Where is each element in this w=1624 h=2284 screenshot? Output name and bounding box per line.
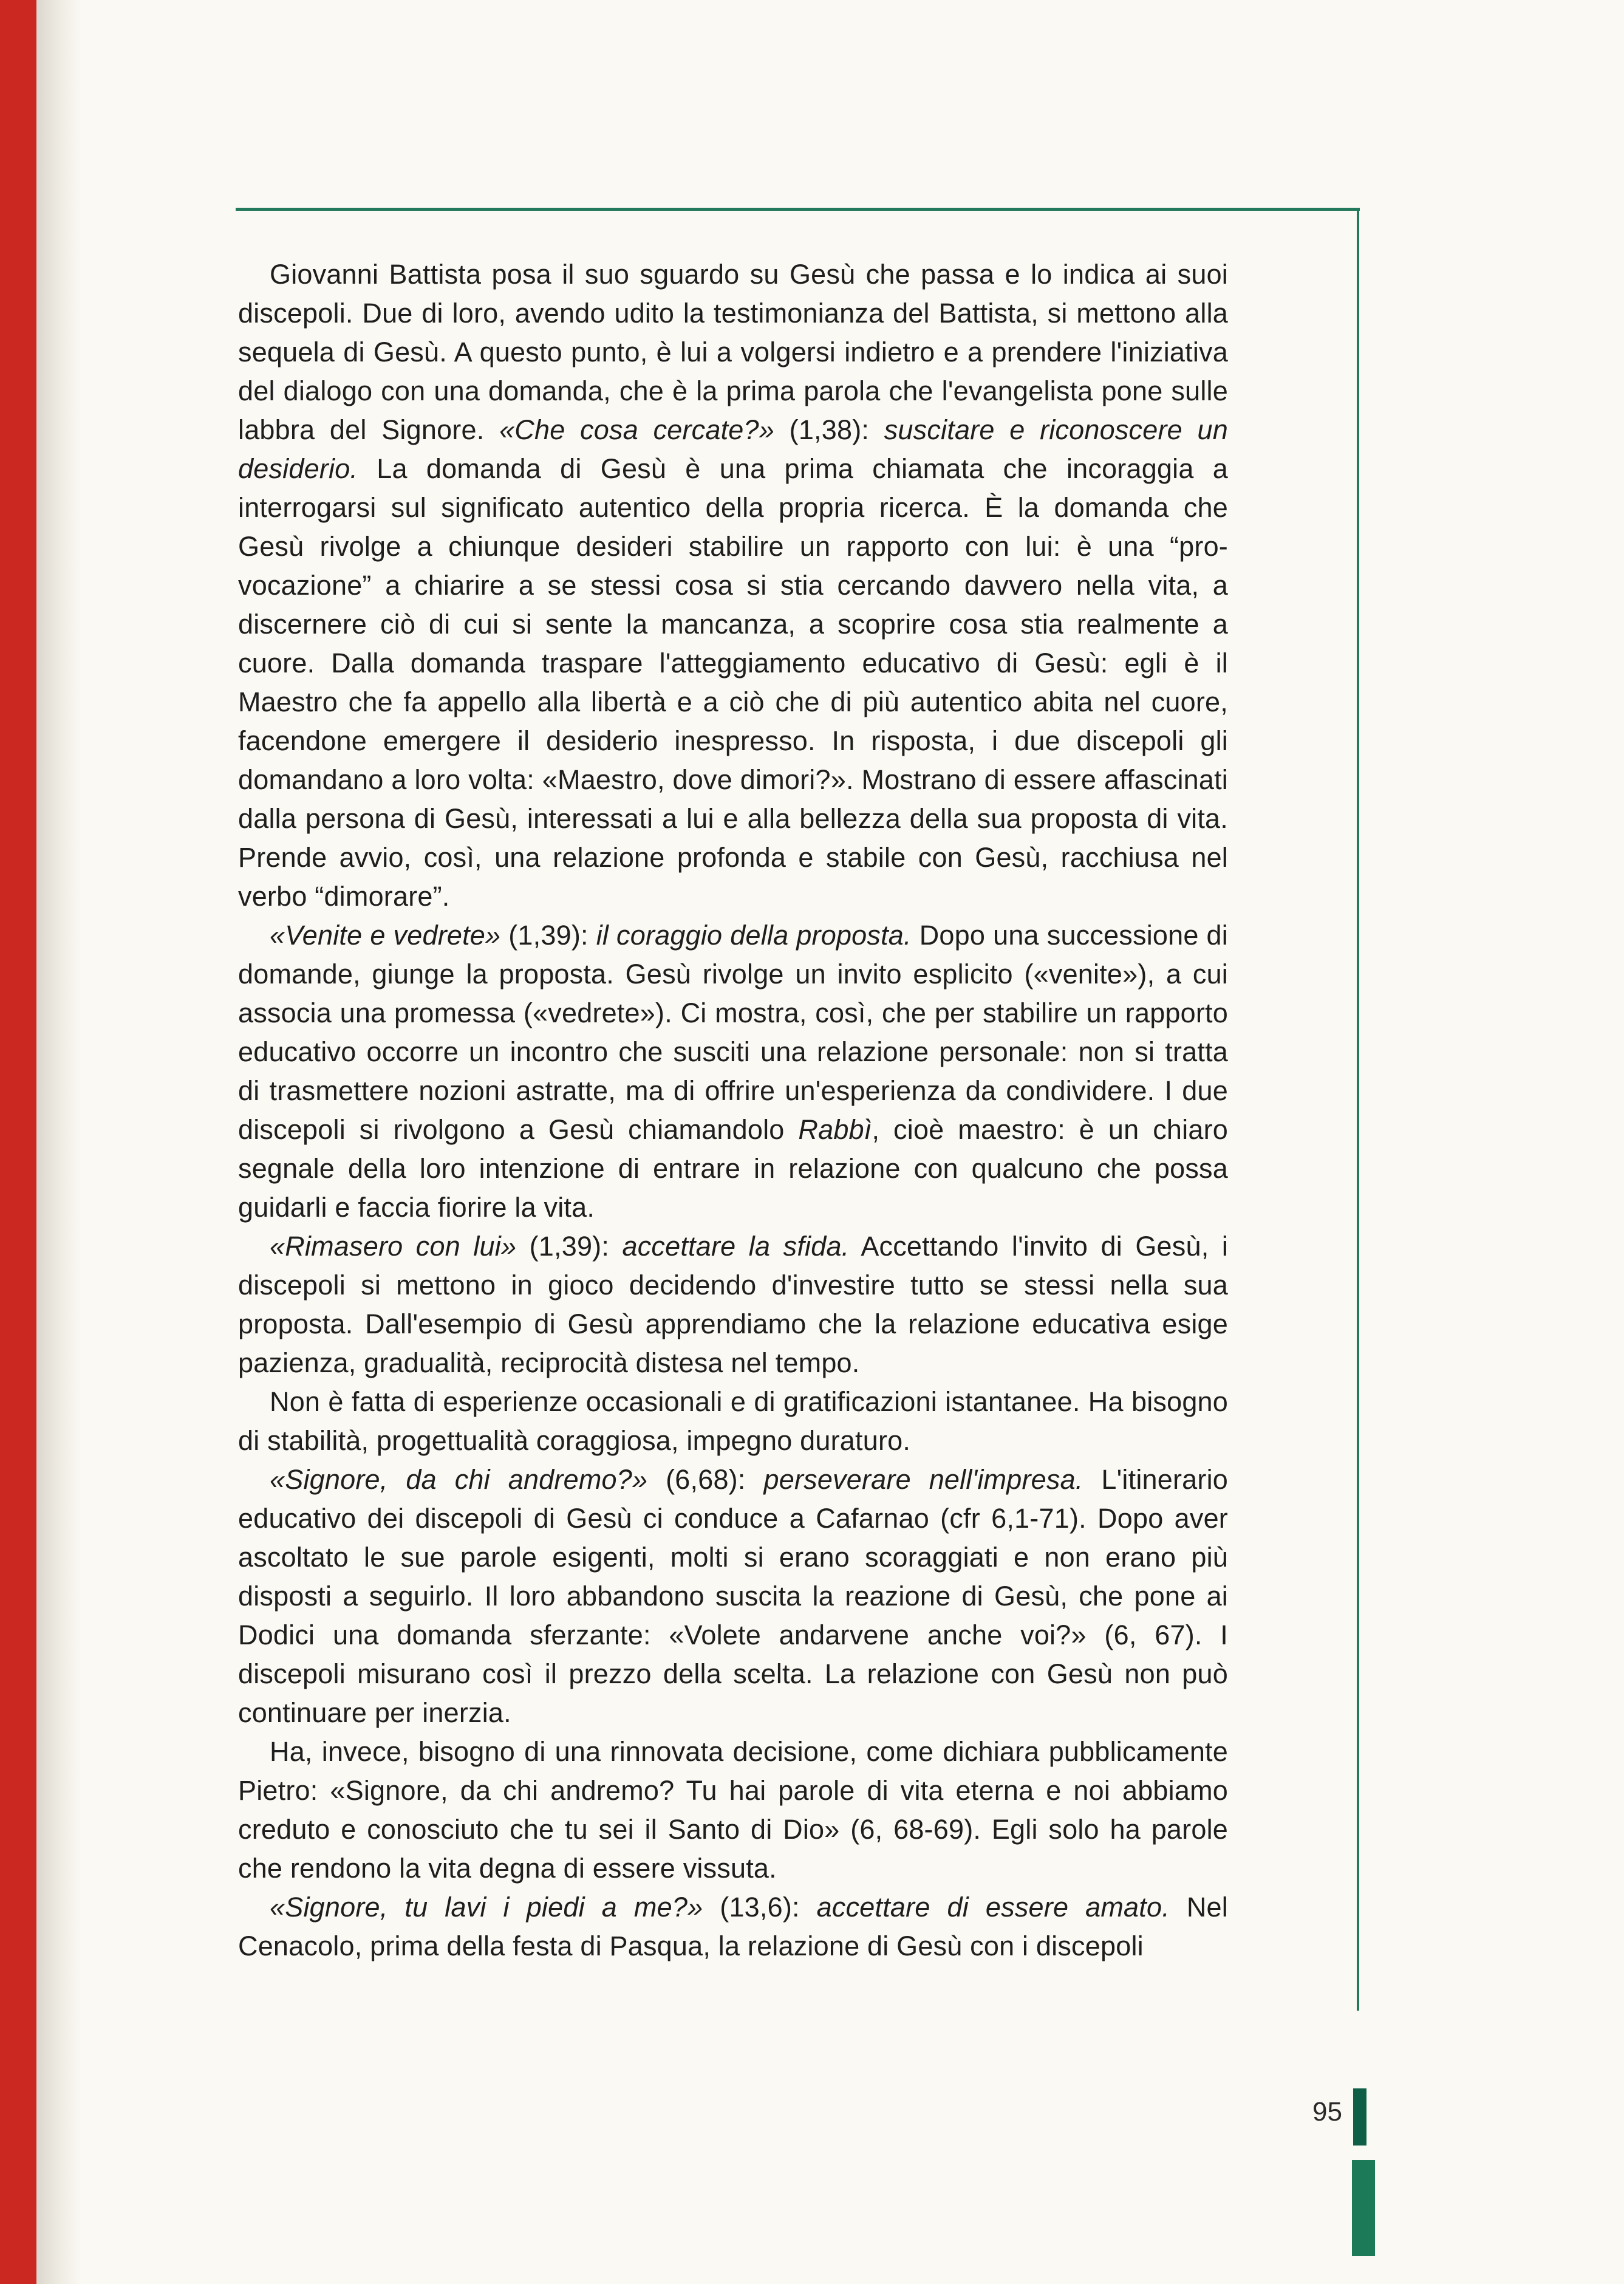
text-segment: Ha, invece, bisogno di una rinnovata decisione, come dichiara pubblicamente Pietro: «Signore, da chi andremo? Tu hai parole di vita eterna e noi abbiamo creduto e conosciuto che tu sei il Santo di Dio» (6, 68-69). Egli solo ha parole che rendono la vita degna di essere vissuta. [238,1736,1228,1884]
italic-text-segment: il coraggio della proposta. [596,920,912,951]
italic-text-segment: «Signore, tu lavi i piedi a me?» [270,1892,703,1923]
italic-text-segment: «Rimasero con lui» [270,1231,517,1262]
italic-text-segment: «Venite e vedrete» [270,920,501,951]
italic-text-segment: accettare la sfida. [622,1231,850,1262]
text-segment: Giovanni Battista posa il suo sguardo su Gesù che passa e lo indica ai suoi discepoli. Due di loro, avendo udito la testimonianza del Battista, si mettono alla sequela di Gesù. A questo punto, è lui a volgersi indietro e a prendere l'iniziativa del dialogo con una domanda, che è la prima parola che l'evangelista pone sulle labbra del Signore. [238,259,1228,445]
paragraph [238,916,1228,1227]
italic-text-segment: «Signore, da chi andremo?» [270,1464,648,1495]
paragraph [238,1227,1228,1383]
italic-text-segment: accettare di essere amato. [816,1892,1170,1923]
book-spine-red-strip [0,0,36,2284]
text-segment: (1,39): [516,1231,623,1262]
text-segment: Dopo una successione di domande, giunge la proposta. Gesù rivolge un invito esplicito («venite»), a cui associa una promessa («vedrete»). Ci mostra, così, che per stabilire un rapporto educativo occorre un incontro che susciti una relazione personale: non si tratta di trasmettere nozioni astratte, ma di offrire un'esperienza da condividere. I due discepoli si rivolgono a Gesù chiamandolo [238,920,1228,1145]
body-text-block [238,255,1228,1966]
text-segment: , cioè maestro: è un chiaro segnale della loro intenzione di entrare in relazione con qualcuno che possa guidarli e faccia fiorire la vita. [238,1114,1228,1223]
text-segment: Nel Cenacolo, prima della festa di Pasqua, la relazione di Gesù con i discepoli [238,1892,1228,1961]
text-segment: L'itinerario educativo dei discepoli di Gesù ci conduce a Cafarnao (cfr 6,1-71). Dopo aver ascoltato le sue parole esigenti, molti si erano scoraggiati e non erano più disposti a seguirlo. Il loro abbandono suscita la reazione di Gesù, che pone ai Dodici una domanda sferzante: «Volete andarvene anche voi?» (6, 67). I discepoli misurano così il prezzo della scelta. La relazione con Gesù non può continuare per inerzia. [238,1464,1228,1728]
italic-text-segment: Rabbì [798,1114,872,1145]
text-segment: (1,39): [500,920,596,951]
italic-text-segment: «Che cosa cercate?» [499,414,774,445]
paragraph [238,255,1228,916]
text-segment: (6,68): [647,1464,764,1495]
paragraph [238,1732,1228,1888]
text-segment: (13,6): [703,1892,817,1923]
page-number-green-bar [1353,2088,1366,2146]
italic-text-segment: perseverare nell'impresa. [763,1464,1083,1495]
right-green-rule [1357,208,1359,2011]
paragraph [238,1383,1228,1460]
text-segment: La domanda di Gesù è una prima chiamata che incoraggia a interrogarsi sul significato autentico della propria ricerca. È la domanda che Gesù rivolge a chiunque desideri stabilire un rapporto con lui: è una “pro-vocazione” a chiarire a se stessi cosa si stia cercando davvero nella vita, a discernere ciò di cui si sente la mancanza, a scoprire cosa stia realmente a cuore. Dalla domanda traspare l'atteggiamento educativo di Gesù: egli è il Maestro che fa appello alla libertà e a ciò che di più autentico abita nel cuore, facendone emergere il desiderio inespresso. In risposta, i due discepoli gli domandano a loro volta: «Maestro, dove dimori?». Mostrano di essere affascinati dalla persona di Gesù, interessati a lui e alla bellezza della sua proposta di vita. Prende avvio, così, una relazione profonda e stabile con Gesù, racchiusa nel verbo “dimorare”. [238,453,1228,912]
text-segment: Accettando l'invito di Gesù, i discepoli si mettono in gioco decidendo d'investire tutto se stessi nella sua proposta. Dall'esempio di Gesù apprendiamo che la relazione educativa esige pazienza, gradualità, reciprocità distesa nel tempo. [238,1231,1229,1378]
paper-edge-shadow [36,0,80,2284]
text-segment: Non è fatta di esperienze occasionali e di gratificazioni istantanee. Ha bisogno di stabilità, progettualità coraggiosa, impegno duraturo. [238,1386,1228,1456]
top-green-rule [236,208,1360,211]
bottom-green-stripe [1352,2160,1375,2256]
page-number: 95 [1312,2097,1342,2127]
text-segment: (1,38): [774,414,884,445]
italic-text-segment: suscitare e riconoscere un desiderio. [238,414,1228,484]
paragraph [238,1460,1228,1732]
paragraph [238,1888,1228,1966]
